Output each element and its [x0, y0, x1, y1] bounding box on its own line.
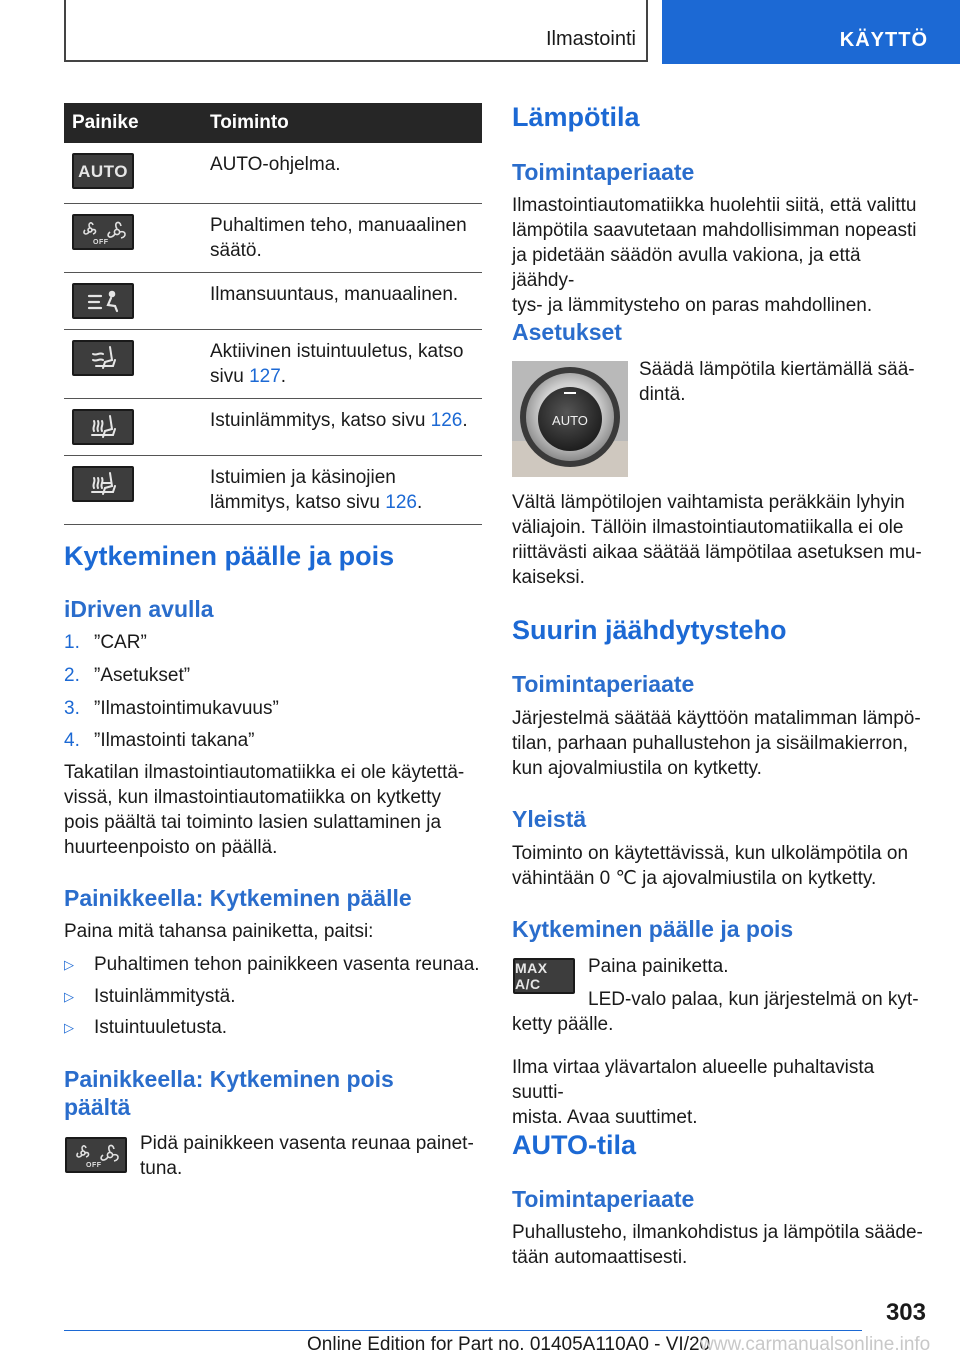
edition-text: Online Edition for Part no. 01405A110A0 - VI/20	[307, 1334, 711, 1355]
column-header-button: Painike	[64, 103, 204, 143]
triangle-bullet-icon: ▷	[64, 989, 74, 1004]
watermark: www.carmanualsonline.info	[700, 1334, 931, 1355]
table-cell-function: Istuimien ja käsinojien lämmitys, katso sivu 126.	[204, 456, 482, 525]
max-ac-button-icon: MAX A/C	[513, 958, 575, 994]
heading-max-cooling: Suurin jäähdytysteho	[512, 615, 787, 645]
svg-text:OFF: OFF	[93, 239, 109, 246]
page-header	[0, 0, 960, 64]
table-cell-function: Aktiivinen istuintuuletus, katso sivu 127.	[204, 330, 482, 399]
table-cell-function: Puhaltimen teho, manuaalinen säätö.	[204, 204, 482, 273]
table-row	[64, 204, 482, 273]
footer-divider	[64, 1330, 862, 1331]
column-header-function: Toiminto	[204, 103, 482, 143]
paragraph-principle-3: Puhallusteho, ilmankohdistus ja lämpötila sääde- tään automaattisesti.	[512, 1222, 923, 1268]
heading-principle-1: Toimintaperiaate	[512, 159, 695, 185]
list-item: 3. ”Ilmastointimukavuus”	[64, 698, 279, 719]
table-row	[64, 456, 482, 525]
paragraph-general: Toiminto on käytettävissä, kun ulkolämpötila on vähintään 0 ℃ ja ajovalmiustila on kytketty.	[512, 843, 909, 889]
table-row	[64, 330, 482, 399]
heading-button-on: Painikkeella: Kytkeminen päälle	[64, 885, 412, 911]
paragraph-led-line2: ketty päälle.	[512, 1014, 614, 1035]
table-header-row	[64, 103, 482, 143]
table-row	[64, 399, 482, 456]
svg-text:OFF: OFF	[86, 1162, 102, 1169]
heading-principle-2: Toimintaperiaate	[512, 671, 695, 697]
table-row	[64, 143, 482, 204]
page-number: 303	[885, 1299, 926, 1326]
svg-text:AUTO: AUTO	[552, 413, 588, 428]
header-frame	[64, 0, 648, 62]
heading-general: Yleistä	[512, 806, 587, 832]
paragraph-rear-climate: Takatilan ilmastointiautomatiikka ei ole käytettä- vissä, kun ilmastointiautomatiikka on kytketty pois päältä tai toiminto lasien sulattaminen ja huurteenpoisto on päällä.	[64, 762, 465, 858]
seat-heating-button-icon	[72, 409, 134, 445]
button-function-table	[64, 103, 482, 525]
list-item: ▷ Istuintuuletusta.	[64, 1017, 228, 1038]
list-item: 2. ”Asetukset”	[64, 665, 191, 686]
paragraph-settings: Säädä lämpötila kiertämällä sää- dintä.	[639, 359, 915, 405]
table-cell-function: AUTO-ohjelma.	[204, 143, 482, 204]
temperature-knob-image	[512, 361, 628, 477]
page-link[interactable]: 126	[430, 410, 463, 431]
paragraph-press: Paina painiketta.	[588, 956, 729, 977]
table-row	[64, 273, 482, 330]
list-item: 1. ”CAR”	[64, 632, 147, 653]
heading-switch-on-off-2: Kytkeminen päälle ja pois	[512, 916, 794, 942]
paragraph-led-line1: LED-valo palaa, kun järjestelmä on kyt-	[588, 989, 919, 1010]
heading-auto-mode: AUTO-tila	[512, 1130, 637, 1160]
heading-idrive: iDriven avulla	[64, 596, 214, 622]
triangle-bullet-icon: ▷	[64, 957, 74, 972]
paragraph-button-off: Pidä painikkeen vasenta reunaa painet- tuna.	[140, 1133, 474, 1179]
paragraph-principle-1: Ilmastointiautomatiikka huolehtii siitä, että valittu lämpötila saavutetaan mahdollisimman nopeasti ja pidetään säädön avulla vakiona, ja että jäähdy- tys- ja lämmitysteho on paras mahdollinen.	[512, 195, 917, 316]
heading-settings: Asetukset	[512, 319, 622, 345]
paragraph-button-on: Paina mitä tahansa painiketta, paitsi:	[64, 921, 374, 942]
fan-off-button-icon	[65, 1137, 127, 1173]
heading-temperature: Lämpötila	[512, 102, 640, 132]
chapter-tab[interactable]	[662, 0, 960, 64]
paragraph-air: Ilma virtaa ylävartalon alueelle puhaltavista suutti- mista. Avaa suuttimet.	[512, 1057, 875, 1128]
paragraph-principle-2: Järjestelmä säätää käyttöön matalimman lämpö- tilan, parhaan puhallustehon ja sisäilmakierron, kun ajovalmiustila on kytketty.	[512, 708, 921, 779]
heading-button-off: Painikkeella: Kytkeminen pois päältä	[64, 1066, 394, 1120]
chapter-tab-label: KÄYTTÖ	[839, 29, 928, 51]
section-title: Ilmastointi	[545, 28, 636, 50]
table-cell-function: Ilmansuuntaus, manuaalinen.	[204, 273, 482, 330]
auto-button-icon: AUTO	[72, 153, 134, 189]
seat-ventilation-button-icon	[72, 340, 134, 376]
seat-armrest-heating-button-icon	[72, 466, 134, 502]
paragraph-avoid: Vältä lämpötilojen vaihtamista peräkkäin lyhyin väliajoin. Tällöin ilmastointiautomatiikalla ei ole riittävästi aikaa säätää lämpötilaa asetuksen mu- kaiseksi.	[512, 492, 922, 588]
page-link[interactable]: 126	[385, 492, 417, 513]
fan-off-button-icon	[72, 214, 134, 250]
table-cell-function: Istuinlämmitys, katso sivu 126.	[204, 399, 482, 456]
page-link[interactable]: 127	[249, 366, 281, 387]
heading-principle-3: Toimintaperiaate	[512, 1186, 695, 1212]
air-distribution-button-icon	[72, 283, 134, 319]
list-item: 4. ”Ilmastointi takana”	[64, 730, 255, 751]
list-item: ▷ Puhaltimen tehon painikkeen vasenta reunaa.	[64, 954, 480, 975]
heading-switch-on-off: Kytkeminen päälle ja pois	[64, 541, 395, 571]
list-item: ▷ Istuinlämmitystä.	[64, 986, 236, 1007]
triangle-bullet-icon: ▷	[64, 1020, 74, 1035]
